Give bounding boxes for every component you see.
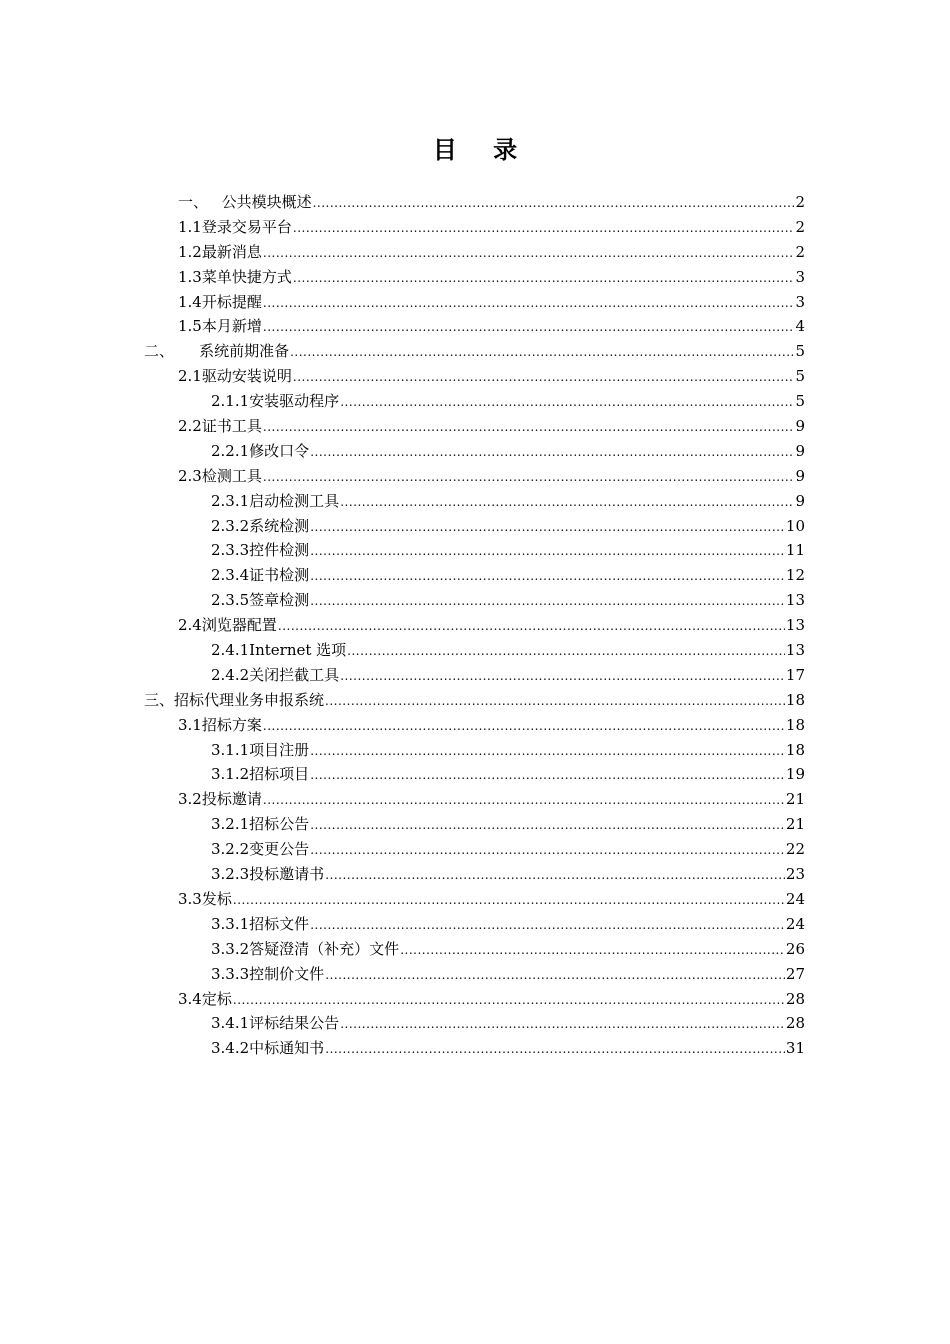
toc-dot-leader (263, 714, 785, 739)
toc-dot-leader (310, 564, 785, 589)
toc-dot-leader (310, 515, 785, 540)
toc-entry-text: 招标公告 (249, 815, 310, 834)
toc-entry[interactable] (0, 663, 950, 688)
toc-entry-number: 2.3.5 (211, 591, 250, 610)
toc-entry-row (178, 215, 805, 241)
toc-dot-leader (325, 863, 785, 888)
toc-entry-row (211, 837, 805, 863)
toc-entry-row (178, 290, 805, 316)
toc-entry-text: Internet 选项 (249, 641, 347, 660)
toc-entry[interactable] (0, 1036, 950, 1061)
toc-page-number: 31 (785, 1039, 805, 1058)
toc-entry-row (211, 1011, 805, 1037)
toc-entry-number: 二、 (144, 342, 175, 361)
toc-dot-leader (325, 963, 785, 988)
toc-page-number: 24 (785, 889, 805, 908)
toc-entry-row (211, 937, 805, 963)
toc-entry-text: 评标结果公告 (249, 1014, 340, 1033)
toc-entry-number: 1.1 (178, 217, 202, 236)
toc-entry[interactable] (0, 862, 950, 887)
toc-page-number: 22 (785, 840, 805, 859)
toc-entry[interactable] (0, 588, 950, 613)
toc-dot-leader (340, 1012, 785, 1037)
toc-entry[interactable] (0, 290, 950, 315)
toc-entry-text: 登录交易平台 (201, 217, 292, 236)
toc-entry[interactable] (0, 339, 950, 364)
toc-entry[interactable] (0, 389, 950, 414)
toc-page-number: 21 (785, 815, 805, 834)
toc-entry-row (178, 240, 805, 266)
toc-entry[interactable] (0, 1011, 950, 1036)
toc-entry-number: 三、 (144, 690, 175, 709)
toc-dot-leader (233, 988, 785, 1013)
toc-entry-text: 浏览器配置 (201, 616, 277, 635)
toc-entry-row (211, 514, 805, 540)
toc-page-number: 9 (795, 417, 805, 436)
toc-entry-text: 安装驱动程序 (249, 392, 340, 411)
toc-entry-text: 签章检测 (249, 591, 310, 610)
toc-entry-number: 3.3.1 (211, 914, 250, 933)
toc-entry-number: 2.3 (178, 466, 202, 485)
toc-entry-text: 控制价文件 (249, 964, 325, 983)
toc-entry-number: 3.4.2 (211, 1039, 250, 1058)
toc-entry-number: 2.3.2 (211, 516, 250, 535)
toc-entry[interactable] (0, 638, 950, 663)
toc-dot-leader (310, 440, 794, 465)
toc-dot-leader (310, 838, 785, 863)
toc-entry[interactable] (0, 514, 950, 539)
toc-entry-text: 发标 (201, 889, 232, 908)
toc-entry-row (178, 987, 805, 1013)
toc-entry-text: 中标通知书 (249, 1039, 325, 1058)
toc-page-number: 3 (795, 292, 805, 311)
toc-entry-number: 3.2 (178, 790, 202, 809)
toc-entry[interactable] (0, 190, 950, 215)
toc-page-number: 13 (785, 591, 805, 610)
toc-dot-leader (325, 689, 785, 714)
toc-entry[interactable] (0, 414, 950, 439)
toc-entry-row (211, 1036, 805, 1062)
page-title: 目 录 (432, 135, 532, 164)
toc-page-number: 28 (785, 1014, 805, 1033)
toc-entry-number: 3.2.3 (211, 865, 250, 884)
toc-page-number: 3 (795, 267, 805, 286)
toc-entry-number: 一、 (178, 193, 209, 211)
toc-page-number: 2 (795, 193, 805, 211)
toc-entry[interactable] (0, 364, 950, 389)
toc-entry-number: 2.4 (178, 616, 202, 635)
toc-entry-text: 本月新增 (201, 317, 262, 336)
toc-entry-number: 3.4 (178, 989, 202, 1008)
toc-page-number: 28 (785, 989, 805, 1008)
toc-dot-leader (400, 938, 785, 963)
toc-entry[interactable] (0, 489, 950, 514)
toc-entry-row (211, 962, 805, 988)
toc-entry[interactable] (0, 912, 950, 937)
toc-entry-row (211, 538, 805, 564)
toc-entry[interactable] (0, 439, 950, 464)
toc-entry-row (211, 439, 805, 465)
toc-entry-number: 3.4.1 (211, 1014, 250, 1033)
toc-entry-text: 投标邀请 (201, 790, 262, 809)
toc-page-number: 4 (795, 317, 805, 336)
toc-page-number: 9 (795, 491, 805, 510)
toc-entry[interactable] (0, 837, 950, 862)
toc-dot-leader (263, 315, 795, 340)
toc-entry-number: 2.2.1 (211, 441, 250, 460)
toc-entry-row (211, 588, 805, 614)
toc-page-number: 9 (795, 441, 805, 460)
toc-dot-leader (263, 465, 795, 490)
toc-entry-row (211, 663, 805, 689)
toc-entry-number: 2.3.3 (211, 541, 250, 560)
toc-entry-number: 2.4.1 (211, 641, 250, 660)
toc-page-number: 2 (795, 242, 805, 261)
toc-entry-row (178, 190, 805, 216)
toc-dot-leader (325, 1037, 785, 1062)
toc-entry-text: 投标邀请书 (249, 865, 325, 884)
toc-page-number: 13 (785, 641, 805, 660)
toc-entry-text: 公共模块概述 (221, 193, 312, 211)
toc-entry-number: 2.1 (178, 367, 202, 386)
toc-entry[interactable] (0, 762, 950, 787)
toc-page-number: 9 (795, 466, 805, 485)
toc-entry-row (178, 414, 805, 440)
toc-page-number: 18 (785, 740, 805, 759)
toc-dot-leader (263, 788, 785, 813)
toc-entry-row (211, 812, 805, 838)
toc-entry-row (178, 887, 805, 913)
toc-page-number: 18 (785, 715, 805, 734)
toc-entry[interactable] (0, 887, 950, 912)
toc-entry[interactable] (0, 713, 950, 738)
toc-entry-number: 3.1.1 (211, 740, 250, 759)
toc-entry-number: 2.3.1 (211, 491, 250, 510)
toc-entry-row (211, 862, 805, 888)
toc-dot-leader (310, 739, 785, 764)
toc-dot-leader (310, 763, 785, 788)
toc-dot-leader (263, 291, 795, 316)
toc-entry-text: 变更公告 (249, 840, 310, 859)
toc-page-number: 10 (785, 516, 805, 535)
toc-entry-text: 系统前期准备 (199, 342, 290, 361)
toc-entry[interactable] (0, 937, 950, 962)
toc-page-number: 17 (785, 665, 805, 684)
toc-entry[interactable] (0, 688, 950, 713)
toc-page-number: 13 (785, 616, 805, 635)
toc-page-number: 26 (785, 939, 805, 958)
toc-entry[interactable] (0, 314, 950, 339)
toc-entry[interactable] (0, 962, 950, 987)
toc-dot-leader (310, 589, 785, 614)
toc-dot-leader (278, 614, 785, 639)
toc-entry-row (178, 364, 805, 390)
toc-dot-leader (290, 340, 794, 365)
toc-dot-leader (293, 216, 795, 241)
toc-entry-number: 2.2 (178, 417, 202, 436)
toc-entry-text: 最新消息 (201, 242, 262, 261)
toc-entry-row (178, 314, 805, 340)
toc-entry-number: 2.3.4 (211, 566, 250, 585)
toc-entry[interactable] (0, 812, 950, 837)
toc-entry-text: 招标方案 (201, 715, 262, 734)
toc-entry-text: 招标项目 (249, 765, 310, 784)
toc-entry[interactable] (0, 613, 950, 638)
toc-dot-leader (233, 888, 785, 913)
toc-entry-row (144, 688, 805, 714)
toc-entry-number: 3.2.2 (211, 840, 250, 859)
toc-dot-leader (310, 913, 785, 938)
toc-entry[interactable] (0, 538, 950, 563)
toc-entry-number: 1.2 (178, 242, 202, 261)
toc-entry-number: 3.3 (178, 889, 202, 908)
toc-dot-leader (340, 664, 785, 689)
toc-entry-number: 3.3.3 (211, 964, 250, 983)
toc-entry-number: 2.4.2 (211, 665, 250, 684)
toc-entry-row (178, 713, 805, 739)
toc-entry-row (178, 613, 805, 639)
toc-entry-number: 1.5 (178, 317, 202, 336)
toc-page-number: 2 (795, 217, 805, 236)
toc-page-number: 5 (795, 342, 805, 361)
toc-page-number: 23 (785, 865, 805, 884)
toc-entry[interactable] (0, 240, 950, 265)
toc-dot-leader (310, 539, 785, 564)
toc-page-number: 27 (785, 964, 805, 983)
toc-page-number: 21 (785, 790, 805, 809)
toc-page-number: 5 (795, 367, 805, 386)
toc-entry-text: 答疑澄清（补充）文件 (249, 939, 400, 958)
toc-entry[interactable] (0, 787, 950, 812)
toc-entry-text: 检测工具 (201, 466, 262, 485)
toc-dot-leader (263, 241, 795, 266)
toc-entry-text: 开标提醒 (201, 292, 262, 311)
toc-page-number: 12 (785, 566, 805, 585)
toc-entry-row (178, 787, 805, 813)
toc-entry-text: 项目注册 (249, 740, 310, 759)
toc-entry[interactable] (0, 265, 950, 290)
toc-entry-row (211, 762, 805, 788)
toc-entry-row (211, 489, 805, 515)
toc-entry[interactable] (0, 215, 950, 240)
toc-entry[interactable] (0, 987, 950, 1012)
toc-entry-text: 招标文件 (249, 914, 310, 933)
toc-page-number: 19 (785, 765, 805, 784)
toc-page-number: 18 (785, 690, 805, 709)
toc-entry-number: 1.4 (178, 292, 202, 311)
toc-entry-text: 菜单快捷方式 (201, 267, 292, 286)
toc-entry[interactable] (0, 563, 950, 588)
toc-dot-leader (293, 266, 795, 291)
toc-page-number: 5 (795, 392, 805, 411)
toc-entry-row (211, 563, 805, 589)
toc-dot-leader (340, 490, 794, 515)
toc-entry-text: 证书检测 (249, 566, 310, 585)
toc-dot-leader (263, 415, 795, 440)
toc-dot-leader (313, 191, 795, 216)
toc-entry[interactable] (0, 464, 950, 489)
toc-entry-text: 修改口令 (249, 441, 310, 460)
toc-entry-text: 启动检测工具 (249, 491, 340, 510)
toc-entry-text: 关闭拦截工具 (249, 665, 340, 684)
toc-entry-row (211, 638, 805, 664)
toc-entry-number: 3.1.2 (211, 765, 250, 784)
toc-entry-text: 招标代理业务申报系统 (174, 690, 325, 709)
toc-entry-text: 定标 (201, 989, 232, 1008)
toc-dot-leader (347, 639, 785, 664)
toc-entry-number: 2.1.1 (211, 392, 250, 411)
toc-entry[interactable] (0, 738, 950, 763)
toc-entry-row (178, 464, 805, 490)
toc-entry-text: 控件检测 (249, 541, 310, 560)
toc-entry-number: 1.3 (178, 267, 202, 286)
toc-dot-leader (310, 813, 785, 838)
toc-entry-text: 系统检测 (249, 516, 310, 535)
toc-entry-row (211, 389, 805, 415)
toc-entry-number: 3.1 (178, 715, 202, 734)
toc-page-number: 24 (785, 914, 805, 933)
toc-entry-number: 3.3.2 (211, 939, 250, 958)
toc-dot-leader (340, 390, 794, 415)
toc-entry-row (211, 912, 805, 938)
table-of-contents (0, 190, 950, 1061)
toc-dot-leader (293, 365, 795, 390)
toc-page-number: 11 (785, 541, 805, 560)
toc-entry-row (144, 339, 805, 365)
toc-entry-number: 3.2.1 (211, 815, 250, 834)
toc-entry-text: 证书工具 (201, 417, 262, 436)
toc-entry-text: 驱动安装说明 (201, 367, 292, 386)
toc-entry-row (178, 265, 805, 291)
toc-entry-row (211, 738, 805, 764)
